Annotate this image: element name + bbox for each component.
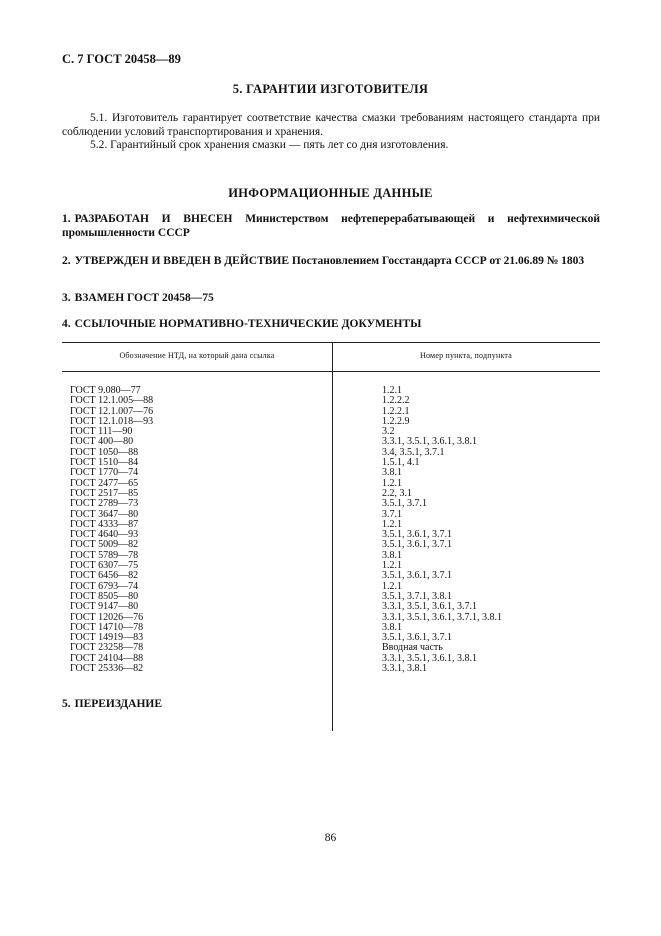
cell-clause: 1.2.2.1 (382, 405, 410, 417)
cell-document: ГОСТ 3647—80 (70, 508, 139, 520)
paragraph-5-1 (62, 111, 600, 139)
cell-document: ГОСТ 5789—78 (70, 549, 139, 561)
cell-clause: 1.2.1 (382, 580, 402, 592)
cell-clause: 3.5.1, 3.6.1, 3.7.1 (382, 529, 452, 541)
paragraph-5-2 (62, 138, 600, 152)
info-item-number: 5. (62, 698, 71, 710)
cell-clause: 3.3.1, 3.5.1, 3.6.1, 3.7.1, 3.8.1 (382, 611, 502, 623)
info-item-number: 4. (62, 318, 71, 330)
info-item-5 (62, 697, 600, 711)
table-row (62, 664, 600, 674)
cell-document: ГОСТ 2789—73 (70, 498, 139, 510)
cell-document: ГОСТ 6793—74 (70, 580, 139, 592)
cell-clause: 3.5.1, 3.6.1, 3.7.1 (382, 539, 452, 551)
cell-clause: 3.8.1 (382, 467, 402, 479)
cell-clause: 3.3.1, 3.5.1, 3.6.1, 3.8.1 (382, 652, 477, 664)
cell-clause: Вводная часть (382, 642, 443, 654)
page-number: 86 (324, 832, 337, 844)
cell-clause: 2.2, 3.1 (382, 487, 412, 499)
table-row (62, 499, 600, 509)
table-row (62, 530, 600, 540)
cell-clause: 3.2 (382, 426, 395, 438)
table-row (62, 571, 600, 581)
table-header (62, 342, 600, 372)
table-row (62, 540, 600, 550)
cell-document: ГОСТ 1050—88 (70, 446, 139, 458)
column-header-document: Обозначение НТД, на который дана ссылка (119, 351, 275, 360)
paragraph-5-1-text: 5.1. Изготовитель гарантирует соответствие качества смазки требованиям настоящего стандарта при соблюдении условий транспортирования и хранения. (62, 112, 600, 138)
table-row (62, 437, 600, 447)
info-item-text: УТВЕРЖДЕН И ВВЕДЕН В ДЕЙСТВИЕ Постановлением Госстандарта СССР от 21.06.89 № 1803 (74, 255, 585, 267)
table-row (62, 489, 600, 499)
info-item-text: РАЗРАБОТАН И ВНЕСЕН Министерством нефтеперерабатывающей и нефтехимической промышленности СССР (62, 213, 600, 239)
cell-document: ГОСТ 12.1.018—93 (70, 415, 154, 427)
table-body (62, 372, 600, 674)
info-item-number: 1. (62, 213, 71, 225)
cell-document: ГОСТ 4640—93 (70, 529, 139, 541)
info-item-3 (62, 291, 600, 305)
section-title-guarantees: 5. ГАРАНТИИ ИЗГОТОВИТЕЛЯ (232, 82, 429, 96)
cell-clause: 1.2.2.2 (382, 395, 410, 407)
info-item-2 (62, 254, 600, 268)
table-row (62, 592, 600, 602)
cell-clause: 1.2.1 (382, 560, 402, 572)
cell-document: ГОСТ 5009—82 (70, 539, 139, 551)
table-row (62, 427, 600, 437)
cell-clause: 3.3.1, 3.5.1, 3.6.1, 3.8.1 (382, 436, 477, 448)
paragraph-5-2-text: 5.2. Гарантийный срок хранения смазки — пять лет со дня изготовления. (90, 139, 449, 151)
cell-clause: 3.8.1 (382, 621, 402, 633)
cell-clause: 3.4, 3.5.1, 3.7.1 (382, 446, 445, 458)
cell-document: ГОСТ 111—90 (70, 426, 133, 438)
cell-clause: 1.2.1 (382, 477, 402, 489)
cell-document: ГОСТ 6456—82 (70, 570, 139, 582)
cell-document: ГОСТ 25336—82 (70, 663, 144, 675)
table-row (62, 602, 600, 612)
cell-document: ГОСТ 4333—87 (70, 518, 139, 530)
table-row (62, 479, 600, 489)
cell-clause: 3.5.1, 3.6.1, 3.7.1 (382, 632, 452, 644)
table-row (62, 551, 600, 561)
cell-document: ГОСТ 400—80 (70, 436, 134, 448)
cell-clause: 3.5.1, 3.7.1 (382, 498, 427, 510)
info-item-number: 3. (62, 292, 71, 304)
cell-clause: 3.3.1, 3.8.1 (382, 663, 427, 675)
info-item-text: ВЗАМЕН ГОСТ 20458—75 (74, 292, 214, 304)
info-item-1 (62, 212, 600, 240)
cell-document: ГОСТ 6307—75 (70, 560, 139, 572)
cell-clause: 3.8.1 (382, 549, 402, 561)
table-row (62, 561, 600, 571)
cell-document: ГОСТ 12026—76 (70, 611, 144, 623)
info-item-text: ССЫЛОЧНЫЕ НОРМАТИВНО-ТЕХНИЧЕСКИЕ ДОКУМЕНТЫ (74, 318, 422, 330)
table-row (62, 582, 600, 592)
table-row (62, 468, 600, 478)
cell-document: ГОСТ 12.1.007—76 (70, 405, 154, 417)
column-header-clause: Номер пункта, подпункта (420, 351, 512, 360)
info-item-number: 2. (62, 255, 71, 267)
cell-document: ГОСТ 24104—88 (70, 652, 144, 664)
section-title-info: ИНФОРМАЦИОННЫЕ ДАННЫЕ (228, 186, 433, 200)
cell-document: ГОСТ 1770—74 (70, 467, 139, 479)
cell-clause: 3.5.1, 3.6.1, 3.7.1 (382, 570, 452, 582)
info-item-4 (62, 317, 600, 331)
cell-clause: 1.2.1 (382, 385, 402, 396)
table-row (62, 448, 600, 458)
cell-document: ГОСТ 23258—78 (70, 642, 144, 654)
page-header: С. 7 ГОСТ 20458—89 (62, 52, 181, 66)
table-row (62, 458, 600, 468)
cell-document: ГОСТ 9.080—77 (70, 385, 141, 396)
cell-clause: 3.3.1, 3.5.1, 3.6.1, 3.7.1 (382, 601, 477, 613)
info-item-text: ПЕРЕИЗДАНИЕ (74, 698, 163, 710)
cell-document: ГОСТ 14710—78 (70, 621, 144, 633)
cell-document: ГОСТ 8505—80 (70, 590, 139, 602)
table-row (62, 417, 600, 427)
cell-clause: 3.7.1 (382, 508, 402, 520)
cell-clause: 1.2.2.9 (382, 415, 410, 427)
table-row (62, 510, 600, 520)
cell-document: ГОСТ 9147—80 (70, 601, 139, 613)
cell-clause: 3.5.1, 3.7.1, 3.8.1 (382, 590, 452, 602)
cell-clause: 1.5.1, 4.1 (382, 457, 420, 469)
cell-document: ГОСТ 2477—65 (70, 477, 139, 489)
cell-document: ГОСТ 1510—84 (70, 457, 139, 469)
cell-document: ГОСТ 12.1.005—88 (70, 395, 154, 407)
references-table (62, 342, 600, 674)
table-row (62, 520, 600, 530)
cell-clause: 1.2.1 (382, 518, 402, 530)
cell-document: ГОСТ 2517—85 (70, 487, 139, 499)
cell-document: ГОСТ 14919—83 (70, 632, 144, 644)
